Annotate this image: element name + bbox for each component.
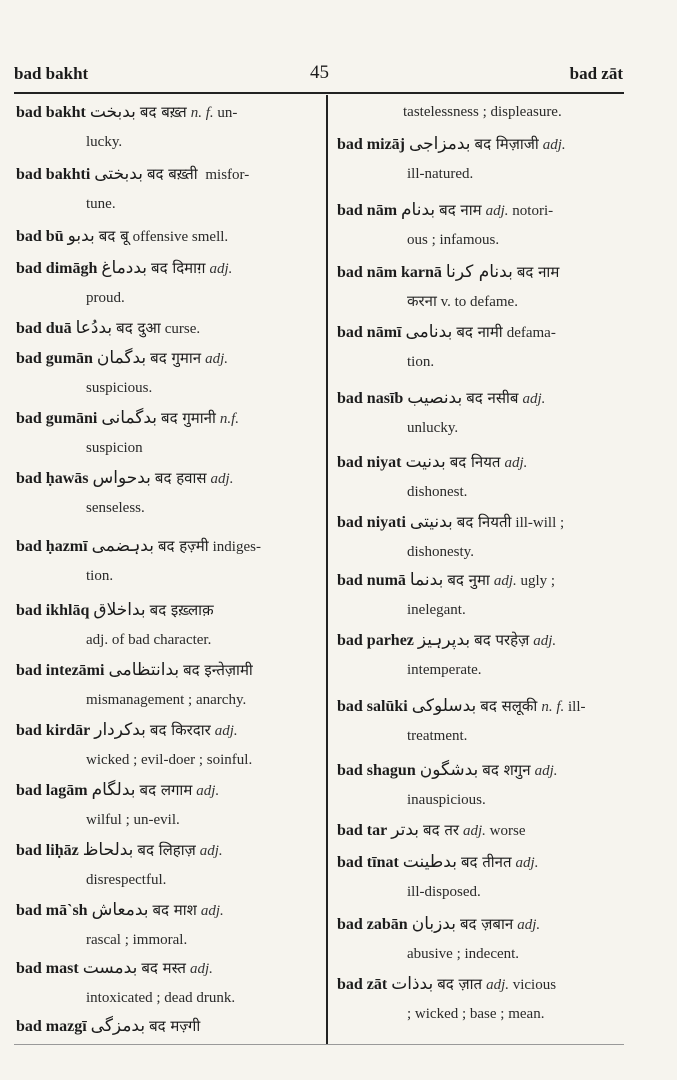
entry-grammar: adj. [517, 917, 541, 933]
entry-definition-cont: adj. of bad character. [86, 632, 212, 648]
entry-hindi: बद मस्त [141, 959, 186, 977]
entry-urdu: بدنام [401, 200, 436, 220]
entry-hindi: बद हज़्मी [157, 537, 209, 555]
entry [16, 656, 312, 715]
entry [337, 318, 625, 377]
entry-headword: bad nasīb [337, 390, 404, 407]
entry-definition-cont: dishonest. [407, 484, 468, 500]
entry-definition: curse. [164, 321, 201, 337]
entry-definition-cont: ill-natured. [407, 166, 474, 182]
entry-definition: ill-will ; [515, 515, 565, 531]
entry-urdu: بدمعاش [91, 900, 149, 920]
entry-grammar: n. f. [190, 105, 214, 121]
entry-urdu: بدنام کرنا [445, 262, 513, 282]
entry-urdu: بدانتظامی [108, 660, 180, 680]
entry-hindi: बद इख़्लाक़ [149, 601, 214, 619]
entry-hindi: बद ज़बान [459, 915, 514, 933]
entry-headword: bad tīnat [337, 854, 399, 871]
entry-headword: bad parhez [337, 632, 414, 649]
entry [16, 836, 312, 895]
column-divider [326, 95, 328, 1045]
entry [16, 776, 312, 835]
entry-hindi: बद मिज़ाजी [474, 135, 539, 153]
entry-definition: defama- [506, 325, 556, 341]
entry-urdu: بدنما [409, 570, 444, 590]
entry-headword: bad duā [16, 320, 72, 337]
entry-headword: bad bū [16, 228, 64, 245]
entry-hindi: बद नसीब [466, 389, 519, 407]
entry-grammar: adj. [486, 977, 509, 993]
entry-hindi: बद गुमानी [161, 409, 216, 427]
entry-grammar: adj. [189, 961, 213, 977]
entry-headword: bad liḥāz [16, 842, 79, 859]
entry [337, 692, 625, 751]
entry-definition: ugly ; [520, 573, 556, 589]
entry-headword: bad niyati [337, 514, 406, 531]
entry-hindi: बद शगुन [482, 761, 531, 779]
entry-hindi: बद हवास [154, 469, 207, 487]
entry-definition-cont: wicked ; evil-doer ; soinful. [86, 752, 253, 768]
entry-grammar: adj. [210, 471, 234, 487]
entry-urdu: بدلگام [91, 780, 136, 800]
entry-urdu: بددماغ [101, 258, 148, 278]
entry-definition: un- [217, 105, 238, 121]
entry-urdu: بدلحاظ [82, 840, 134, 860]
entry-grammar: adj. [533, 633, 557, 649]
entry-hindi: बद तर [423, 821, 459, 839]
entry-definition-cont: treatment. [407, 728, 468, 744]
entry-headword: bad kirdār [16, 722, 91, 739]
entry-urdu: بدکردار [94, 720, 146, 740]
entry-hindi: बद परहेज़ [474, 631, 530, 649]
entry-urdu: بدمزگی [90, 1016, 146, 1036]
entry-urdu: بدگمانی [101, 408, 158, 428]
entry-headword: bad mizāj [337, 136, 405, 153]
entry-headword: bad bakhti [16, 166, 91, 183]
entry [16, 596, 312, 655]
entry-definition-cont: dishonesty. [407, 544, 474, 560]
entry [16, 954, 312, 1013]
entry-headword: bad ḥazmī [16, 538, 88, 555]
entry-hindi: बद किरदार [149, 721, 211, 739]
entry-definition-cont: suspicion [86, 440, 143, 456]
entry-definition: worse [489, 823, 526, 839]
entry [337, 756, 625, 815]
entry-definition: tastelessness ; displeasure. [403, 104, 562, 120]
entry-hindi: बद ज़ात [437, 975, 483, 993]
entry-grammar: adj. [205, 351, 229, 367]
entry [16, 896, 312, 955]
entry-grammar: adj. [493, 573, 517, 589]
entry-definition-cont: intoxicated ; dead drunk. [86, 990, 236, 1006]
entry-headword: bad ḥawās [16, 470, 89, 487]
entry-urdu: بدذات [391, 974, 434, 994]
entry-headword: bad salūki [337, 698, 408, 715]
entry-definition-cont: करना v. to defame. [407, 294, 518, 310]
entry-urdu: بدحواس [92, 468, 151, 488]
entry-grammar: adj. [200, 903, 224, 919]
entry-urdu: بدتر [391, 820, 420, 840]
entry-definition: misfor- [205, 167, 250, 183]
entry-hindi: बद गुमान [150, 349, 202, 367]
entry-headword: bad mast [16, 960, 79, 977]
entry-definition-cont: wilful ; un-evil. [86, 812, 180, 828]
entry-hindi: बद नुमा [447, 571, 490, 589]
entry [337, 508, 625, 567]
entry-urdu: بدہضمی [91, 536, 154, 556]
entry-grammar: adj. [485, 203, 509, 219]
entry-urdu: بدنامی [405, 322, 453, 342]
entry-hindi: बद नाम [439, 201, 482, 219]
entry [337, 816, 625, 846]
entry-hindi: बद माश [152, 901, 197, 919]
entry-grammar: adj. [534, 763, 558, 779]
entry [16, 464, 312, 523]
entry-definition: ill- [567, 699, 586, 715]
running-head [14, 62, 623, 88]
entry-headword: bad dimāgh [16, 260, 98, 277]
entry-grammar: adj. [463, 823, 486, 839]
entry-urdu: بدبخت [89, 102, 136, 122]
entry-headword: bad mazgī [16, 1018, 87, 1035]
entry [16, 314, 312, 344]
entry-grammar: n.f. [219, 411, 240, 427]
entry-grammar: adj. [522, 391, 546, 407]
entry-headword: bad zabān [337, 916, 408, 933]
entry [337, 384, 625, 443]
entry [16, 404, 312, 463]
entry-definition-cont: ous ; infamous. [407, 232, 500, 248]
entry-urdu: بدبختی [94, 164, 143, 184]
entry-headword: bad numā [337, 572, 406, 589]
entry-hindi: बद बख़्त [139, 103, 187, 121]
entry [16, 344, 312, 403]
entry-headword: bad ikhlāq [16, 602, 90, 619]
entry-headword: bad bakht [16, 104, 86, 121]
entry [337, 848, 625, 907]
entry-urdu: بدنصیب [407, 388, 463, 408]
entry-definition-cont: ; wicked ; base ; mean. [407, 1006, 545, 1022]
entry-definition-cont: senseless. [86, 500, 145, 516]
entry-grammar: adj. [214, 723, 238, 739]
entry [16, 254, 312, 313]
entry-headword: bad gumān [16, 350, 93, 367]
entry-urdu: بدمزاجی [409, 134, 471, 154]
entry [337, 910, 625, 969]
entry-hindi: बद नियत [449, 453, 501, 471]
entry-urdu: بدنیتی [409, 512, 453, 532]
entry-grammar: adj. [542, 137, 566, 153]
entry-definition-cont: unlucky. [407, 420, 459, 436]
entry-definition: notori- [512, 203, 554, 219]
entry-headword: bad mā`sh [16, 902, 88, 919]
entry-definition-cont: rascal ; immoral. [86, 932, 188, 948]
entry-hindi: बद लगाम [139, 781, 193, 799]
entry-definition-cont: ill-disposed. [407, 884, 481, 900]
entry-definition-cont: tune. [86, 196, 116, 212]
entry-definition-cont: tion. [86, 568, 114, 584]
entry-definition-cont: suspicious. [86, 380, 153, 396]
entry-urdu: بددُعا [75, 318, 113, 338]
entry-headword: bad nāmī [337, 324, 402, 341]
entry-definition-cont: inauspicious. [407, 792, 486, 808]
entry [337, 258, 625, 317]
entry-headword: bad gumāni [16, 410, 98, 427]
entry [337, 448, 625, 507]
entry-urdu: بدشگون [419, 760, 479, 780]
entry-urdu: بدطینت [402, 852, 457, 872]
entry-urdu: بدپرہیز [417, 630, 471, 650]
entry [16, 222, 312, 252]
entry [337, 196, 625, 255]
entry [337, 130, 625, 189]
entry-definition-cont: tion. [407, 354, 435, 370]
entry-urdu: بداخلاق [93, 600, 146, 620]
entry-headword: bad nām [337, 202, 398, 219]
entry-urdu: بدزبان [411, 914, 456, 934]
entry-grammar: adj. [504, 455, 528, 471]
entry-headword: bad niyat [337, 454, 402, 471]
entry [16, 160, 312, 219]
entry-definition-cont: proud. [86, 290, 125, 306]
entry-hindi: बद लिहाज़ [137, 841, 196, 859]
entry-hindi: बद मज़्गी [149, 1017, 201, 1035]
entry-urdu: بدنیت [405, 452, 446, 472]
entry [337, 98, 625, 127]
entry-definition: offensive smell. [132, 229, 229, 245]
entry-grammar: adj. [209, 261, 233, 277]
entry-urdu: بدمست [82, 958, 138, 978]
entry-definition: indiges- [212, 539, 261, 555]
entry-hindi: बद तीनत [460, 853, 512, 871]
entry-headword: bad zāt [337, 976, 388, 993]
entry-grammar: adj. [199, 843, 223, 859]
entry-headword: bad nām karnā [337, 264, 442, 281]
entry [16, 98, 312, 157]
entry [16, 532, 312, 591]
entry-definition-cont: lucky. [86, 134, 123, 150]
entry-urdu: بدسلوکی [411, 696, 477, 716]
entry-definition-cont: disrespectful. [86, 872, 167, 888]
entry-definition-cont: abusive ; indecent. [407, 946, 520, 962]
entry-hindi: बद सलूकी [480, 697, 538, 715]
entry-headword: bad shagun [337, 762, 416, 779]
entry-hindi: बद इन्तेज़ामी [183, 661, 253, 679]
entry-hindi: बद दुआ [116, 319, 161, 337]
running-head-right: bad zāt [569, 64, 623, 83]
entry-definition-cont: mismanagement ; anarchy. [86, 692, 247, 708]
entry [16, 1012, 312, 1042]
entry-hindi: बद दिमाग़ [151, 259, 206, 277]
entry-grammar: n. f. [541, 699, 565, 715]
entry-headword: bad tar [337, 822, 388, 839]
entry-headword: bad intezāmi [16, 662, 105, 679]
entry-hindi: बद नाम [516, 263, 560, 281]
entry-urdu: بدگمان [96, 348, 147, 368]
entry-hindi: बद नामी [456, 323, 503, 341]
entry [337, 566, 625, 625]
entry-hindi: बद बू [98, 227, 129, 245]
entry [337, 626, 625, 685]
running-head-left: bad bakht [14, 64, 89, 83]
entry-hindi: बद बख़्ती [146, 165, 198, 183]
entry-grammar: adj. [196, 783, 220, 799]
footer-rule [14, 1044, 624, 1045]
entry-definition-cont: intemperate. [407, 662, 482, 678]
entry-headword: bad lagām [16, 782, 88, 799]
entry-hindi: बद नियती [456, 513, 512, 531]
entry-definition: vicious [512, 977, 557, 993]
entry-urdu: بدبو [67, 226, 95, 246]
entry [16, 716, 312, 775]
header-rule [14, 92, 624, 94]
entry-grammar: adj. [515, 855, 539, 871]
entry [337, 970, 625, 1029]
page-number: 45 [310, 62, 329, 83]
entry-definition-cont: inelegant. [407, 602, 466, 618]
